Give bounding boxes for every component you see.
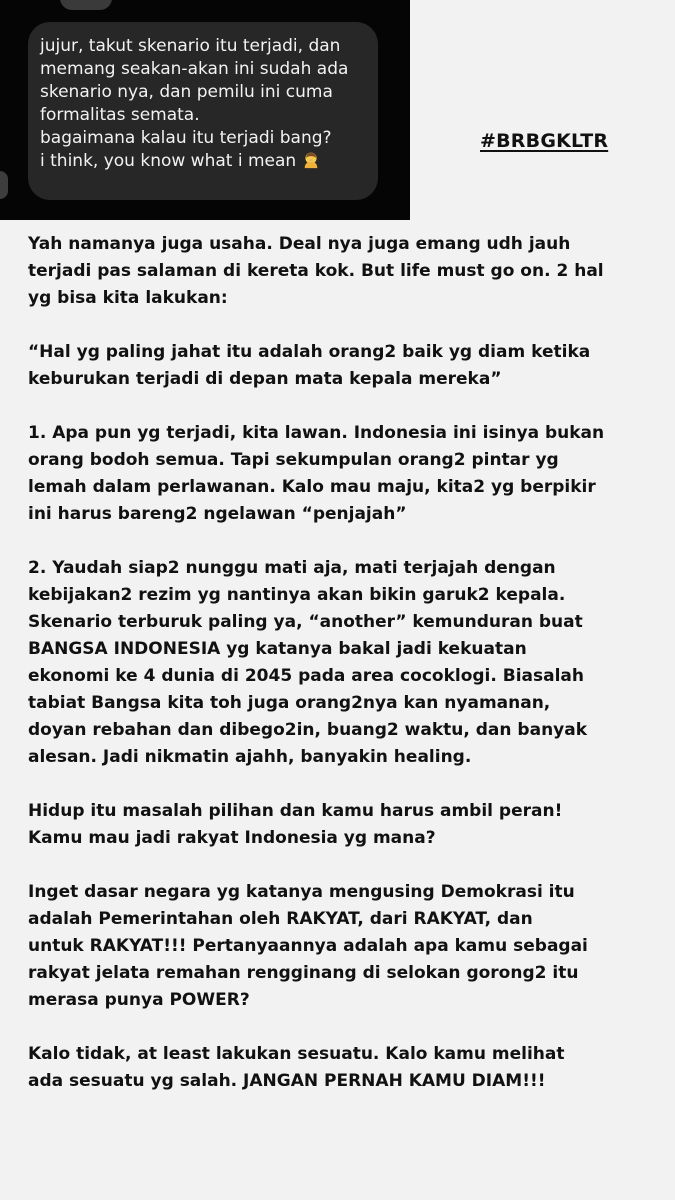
- chat-line: formalitas semata.: [40, 105, 200, 125]
- story-text: [28, 231, 668, 1095]
- text-line: untuk RAKYAT!!! Pertanyaannya adalah apa kamu sebagai: [28, 936, 588, 956]
- text-line: ada sesuatu yg salah. JANGAN PERNAH KAMU DIAM!!!: [28, 1071, 546, 1091]
- paragraph-gap: [28, 528, 668, 555]
- avatar-edge: [0, 171, 8, 199]
- text-line: merasa punya POWER?: [28, 990, 250, 1010]
- previous-message-bubble: [60, 0, 112, 10]
- chat-message-text: [40, 35, 380, 173]
- chat-line: skenario nya, dan pemilu ini cuma: [40, 82, 333, 102]
- text-line: Yah namanya juga usaha. Deal nya juga emang udh jauh: [28, 234, 571, 254]
- chat-screenshot-panel: [0, 0, 410, 220]
- text-line: yg bisa kita lakukan:: [28, 288, 228, 308]
- text-line: Skenario terburuk paling ya, “another” kemunduran buat: [28, 612, 583, 632]
- text-line: 2. Yaudah siap2 nunggu mati aja, mati terjajah dengan: [28, 558, 556, 578]
- chat-line: jujur, takut skenario itu terjadi, dan: [40, 36, 341, 56]
- text-line: tabiat Bangsa kita toh juga orang2nya kan nyamanan,: [28, 693, 551, 713]
- text-line: 1. Apa pun yg terjadi, kita lawan. Indonesia ini isinya bukan: [28, 423, 605, 443]
- text-line: kebijakan2 rezim yg nantinya akan bikin garuk2 kepala.: [28, 585, 566, 605]
- paragraph-gap: [28, 393, 668, 420]
- paragraph-gap: [28, 852, 668, 879]
- text-line: keburukan terjadi di depan mata kepala mereka”: [28, 369, 502, 389]
- paragraph: [28, 1041, 668, 1095]
- hashtag: #BRBGKLTR: [480, 130, 609, 152]
- chat-line-last: [40, 150, 380, 173]
- chat-line: memang seakan-akan ini sudah ada: [40, 59, 349, 79]
- text-line: Inget dasar negara yg katanya mengusing Demokrasi itu: [28, 882, 575, 902]
- text-line: alesan. Jadi nikmatin ajahh, banyakin healing.: [28, 747, 472, 767]
- chat-line-last-text: i think, you know what i mean: [40, 151, 297, 171]
- paragraph: [28, 231, 668, 312]
- text-line: terjadi pas salaman di kereta kok. But life must go on. 2 hal: [28, 261, 604, 281]
- paragraph: [28, 555, 668, 771]
- text-line: Kamu mau jadi rakyat Indonesia yg mana?: [28, 828, 436, 848]
- text-line: doyan rebahan dan dibego2in, buang2 waktu, dan banyak: [28, 720, 588, 740]
- chat-line: bagaimana kalau itu terjadi bang?: [40, 128, 332, 148]
- text-line: orang bodoh semua. Tapi sekumpulan orang2 pintar yg: [28, 450, 559, 470]
- text-line: Kalo tidak, at least lakukan sesuatu. Kalo kamu melihat: [28, 1044, 565, 1064]
- text-line: “Hal yg paling jahat itu adalah orang2 baik yg diam ketika: [28, 342, 591, 362]
- text-line: ekonomi ke 4 dunia di 2045 pada area cocoklogi. Biasalah: [28, 666, 585, 686]
- text-line: rakyat jelata remahan rengginang di selokan gorong2 itu: [28, 963, 579, 983]
- text-line: Hidup itu masalah pilihan dan kamu harus ambil peran!: [28, 801, 563, 821]
- paragraph-gap: [28, 312, 668, 339]
- paragraph-gap: [28, 1014, 668, 1041]
- face-palm-emoji-icon: [302, 151, 320, 169]
- text-line: ini harus bareng2 ngelawan “penjajah”: [28, 504, 407, 524]
- paragraph: [28, 798, 668, 852]
- text-line: BANGSA INDONESIA yg katanya bakal jadi kekuatan: [28, 639, 527, 659]
- quote-paragraph: [28, 339, 668, 393]
- text-line: adalah Pemerintahan oleh RAKYAT, dari RAKYAT, dan: [28, 909, 533, 929]
- paragraph: [28, 420, 668, 528]
- text-line: lemah dalam perlawanan. Kalo mau maju, kita2 yg berpikir: [28, 477, 596, 497]
- paragraph-gap: [28, 771, 668, 798]
- paragraph: [28, 879, 668, 1014]
